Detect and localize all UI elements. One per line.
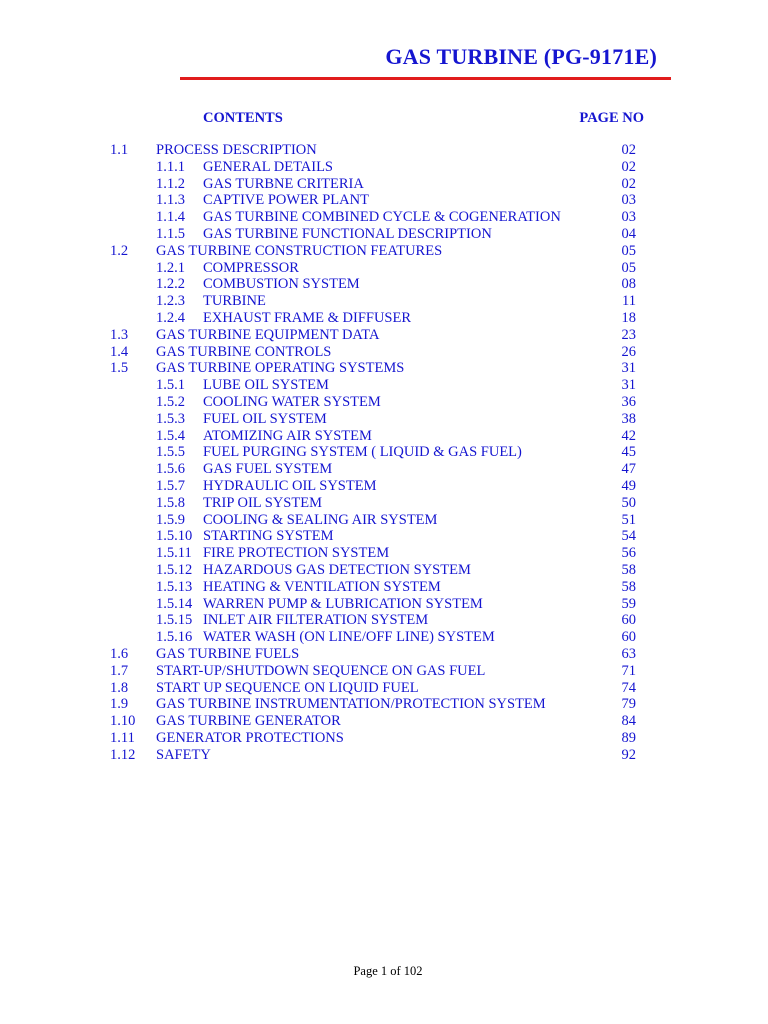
toc-entry-page: 18 <box>621 309 636 326</box>
toc-entry-number: 1.1.4 <box>156 209 185 226</box>
toc-entry-page: 36 <box>621 393 636 410</box>
toc-entry-title: START-UP/SHUTDOWN SEQUENCE ON GAS FUEL <box>156 662 486 679</box>
toc-entry-page: 58 <box>621 578 636 595</box>
toc-entry <box>0 730 768 747</box>
contents-header: CONTENTS <box>203 110 283 126</box>
toc-entry-title: GAS TURBINE CONTROLS <box>156 343 332 360</box>
toc-entry-number: 1.1.5 <box>156 225 185 242</box>
toc-entry-title: COOLING & SEALING AIR SYSTEM <box>203 511 438 528</box>
toc-entry-number: 1.9 <box>110 696 129 713</box>
toc-entry-page: 05 <box>621 259 636 276</box>
toc-entry-title: GAS TURBINE CONSTRUCTION FEATURES <box>156 242 443 259</box>
toc-entry <box>0 176 768 193</box>
toc-entry <box>0 612 768 629</box>
toc-entry-title: COMBUSTION SYSTEM <box>203 276 360 293</box>
toc-entry <box>0 310 768 327</box>
toc-entry-page: 49 <box>621 477 636 494</box>
toc-entry-page: 08 <box>621 276 636 293</box>
toc-entry-number: 1.4 <box>110 343 129 360</box>
toc-entry <box>0 327 768 344</box>
toc-entry-page: 60 <box>621 612 636 629</box>
toc-entry-page: 47 <box>621 461 636 478</box>
toc-entry-number: 1.2.1 <box>156 259 185 276</box>
document-title: GAS TURBINE (PG-9171E) <box>385 44 657 69</box>
toc-entry-title: COOLING WATER SYSTEM <box>203 393 381 410</box>
toc-entry-title: WATER WASH (ON LINE/OFF LINE) SYSTEM <box>203 629 495 646</box>
toc-entry-page: 45 <box>621 444 636 461</box>
toc-entry-title: GAS TURBNE CRITERIA <box>203 175 364 192</box>
toc-entry-number: 1.5.13 <box>156 578 193 595</box>
toc-entry-title: LUBE OIL SYSTEM <box>203 377 329 394</box>
toc-entry-number: 1.5.16 <box>156 629 193 646</box>
toc-entry-title: GENERAL DETAILS <box>203 158 333 175</box>
toc-entry-number: 1.11 <box>110 729 135 746</box>
toc-entry <box>0 428 768 445</box>
toc-entry-title: STARTING SYSTEM <box>203 528 334 545</box>
toc-entry-title: HEATING & VENTILATION SYSTEM <box>203 578 441 595</box>
toc-entry-page: 56 <box>621 545 636 562</box>
toc-entry-number: 1.6 <box>110 645 129 662</box>
toc-entry-title: TURBINE <box>203 293 266 310</box>
toc-entry-number: 1.2.2 <box>156 276 185 293</box>
toc-entry-number: 1.5.8 <box>156 494 185 511</box>
toc-entry-number: 1.5.1 <box>156 377 185 394</box>
toc-entry <box>0 478 768 495</box>
toc-entry-page: 89 <box>621 729 636 746</box>
toc-entry <box>0 260 768 277</box>
toc-entry <box>0 142 768 159</box>
toc-entry-page: 03 <box>621 192 636 209</box>
toc-entry <box>0 747 768 764</box>
toc-entry-title: GAS TURBINE INSTRUMENTATION/PROTECTION SYSTEM <box>156 696 546 713</box>
toc-entry-page: 26 <box>621 343 636 360</box>
toc-entry-title: START UP SEQUENCE ON LIQUID FUEL <box>156 679 419 696</box>
toc-entry-number: 1.5.11 <box>156 545 192 562</box>
toc-entry-title: GAS TURBINE COMBINED CYCLE & COGENERATION <box>203 209 561 226</box>
toc-entry-number: 1.2.4 <box>156 309 185 326</box>
toc-entry-number: 1.1.3 <box>156 192 185 209</box>
toc-entry-title: HYDRAULIC OIL SYSTEM <box>203 477 377 494</box>
toc-entry-title: FUEL PURGING SYSTEM ( LIQUID & GAS FUEL) <box>203 444 522 461</box>
toc-entry-page: 51 <box>621 511 636 528</box>
toc-entry-number: 1.5.10 <box>156 528 193 545</box>
toc-entry-page: 58 <box>621 561 636 578</box>
toc-entry <box>0 344 768 361</box>
toc-entry <box>0 377 768 394</box>
toc-entry <box>0 276 768 293</box>
toc-entry-title: ATOMIZING AIR SYSTEM <box>203 427 372 444</box>
toc-entry <box>0 512 768 529</box>
toc-entry-number: 1.5 <box>110 360 129 377</box>
toc-entry-number: 1.5.14 <box>156 595 193 612</box>
toc-entry <box>0 461 768 478</box>
toc-entry-number: 1.12 <box>110 746 136 763</box>
toc-entry-title: FUEL OIL SYSTEM <box>203 410 327 427</box>
toc-entry-page: 31 <box>621 360 636 377</box>
title-underline <box>180 77 671 80</box>
toc-entry <box>0 579 768 596</box>
toc-entry-page: 05 <box>621 242 636 259</box>
toc-entry-title: INLET AIR FILTERATION SYSTEM <box>203 612 429 629</box>
toc-entry-title: GAS TURBINE EQUIPMENT DATA <box>156 326 380 343</box>
toc-entry-title: TRIP OIL SYSTEM <box>203 494 322 511</box>
toc-entry <box>0 663 768 680</box>
toc-entry-number: 1.8 <box>110 679 129 696</box>
toc-entry-number: 1.1 <box>110 142 129 158</box>
toc-entry-number: 1.2 <box>110 242 129 259</box>
toc-entry-page: 11 <box>622 293 636 310</box>
toc-entry-number: 1.10 <box>110 713 136 730</box>
toc-entry-title: GAS TURBINE OPERATING SYSTEMS <box>156 360 405 377</box>
toc-entry <box>0 226 768 243</box>
toc-entry-title: GAS TURBINE GENERATOR <box>156 713 341 730</box>
toc-entry-page: 02 <box>621 158 636 175</box>
toc-entry-number: 1.7 <box>110 662 129 679</box>
toc-entry <box>0 646 768 663</box>
toc-entry-title: COMPRESSOR <box>203 259 299 276</box>
toc-entry-page: 04 <box>621 225 636 242</box>
toc-entry-number: 1.5.2 <box>156 393 185 410</box>
toc-entry <box>0 680 768 697</box>
toc-entry <box>0 562 768 579</box>
toc-entry-number: 1.1.2 <box>156 175 185 192</box>
page-no-header: PAGE NO <box>579 110 644 126</box>
toc-entry-number: 1.1.1 <box>156 158 185 175</box>
toc-entry-page: 23 <box>621 326 636 343</box>
toc-entry <box>0 159 768 176</box>
toc-entry <box>0 495 768 512</box>
toc-entry-page: 84 <box>621 713 636 730</box>
toc-entry-number: 1.3 <box>110 326 129 343</box>
toc-entry <box>0 713 768 730</box>
toc-entry-title: PROCESS DESCRIPTION <box>156 142 317 158</box>
toc-entry-page: 60 <box>621 629 636 646</box>
toc-entry-page: 71 <box>621 662 636 679</box>
toc-entry <box>0 444 768 461</box>
toc-entry-title: SAFETY <box>156 746 211 763</box>
toc-entry-title: GAS TURBINE FUNCTIONAL DESCRIPTION <box>203 225 492 242</box>
toc-entry <box>0 293 768 310</box>
toc-entry-page: 59 <box>621 595 636 612</box>
toc-entry-page: 50 <box>621 494 636 511</box>
toc-entry <box>0 528 768 545</box>
toc-entry-number: 1.5.5 <box>156 444 185 461</box>
toc-entry-number: 1.5.3 <box>156 410 185 427</box>
toc-entry-title: FIRE PROTECTION SYSTEM <box>203 545 390 562</box>
toc-entry <box>0 696 768 713</box>
toc-entry <box>0 394 768 411</box>
toc-entry <box>0 243 768 260</box>
toc-entry-number: 1.5.6 <box>156 461 185 478</box>
toc-entry-number: 1.5.4 <box>156 427 185 444</box>
toc-entry-page: 02 <box>621 142 636 158</box>
toc-entry-page: 42 <box>621 427 636 444</box>
toc-entry-page: 02 <box>621 175 636 192</box>
page-footer: Page 1 of 102 <box>353 964 423 978</box>
toc-entry-number: 1.5.7 <box>156 477 185 494</box>
toc-entry <box>0 411 768 428</box>
toc-entry-title: HAZARDOUS GAS DETECTION SYSTEM <box>203 561 471 578</box>
toc-entry <box>0 192 768 209</box>
toc-entry <box>0 545 768 562</box>
toc-entry-page: 03 <box>621 209 636 226</box>
toc-entry-number: 1.5.15 <box>156 612 193 629</box>
toc-entry-number: 1.5.12 <box>156 561 193 578</box>
toc-entry <box>0 209 768 226</box>
toc-entry-title: WARREN PUMP & LUBRICATION SYSTEM <box>203 595 483 612</box>
toc-entry-page: 54 <box>621 528 636 545</box>
toc-entry-page: 79 <box>621 696 636 713</box>
toc-entry <box>0 360 768 377</box>
toc-entry-title: CAPTIVE POWER PLANT <box>203 192 369 209</box>
table-of-contents <box>0 142 768 763</box>
toc-entry-number: 1.2.3 <box>156 293 185 310</box>
toc-entry-title: GENERATOR PROTECTIONS <box>156 729 344 746</box>
toc-entry-page: 92 <box>621 746 636 763</box>
toc-entry-page: 38 <box>621 410 636 427</box>
toc-entry-title: EXHAUST FRAME & DIFFUSER <box>203 309 412 326</box>
toc-entry-page: 31 <box>621 377 636 394</box>
toc-entry-page: 63 <box>621 645 636 662</box>
toc-entry-title: GAS FUEL SYSTEM <box>203 461 333 478</box>
toc-entry-number: 1.5.9 <box>156 511 185 528</box>
toc-entry-title: GAS TURBINE FUELS <box>156 645 300 662</box>
toc-entry <box>0 629 768 646</box>
toc-entry-page: 74 <box>621 679 636 696</box>
toc-entry <box>0 596 768 613</box>
